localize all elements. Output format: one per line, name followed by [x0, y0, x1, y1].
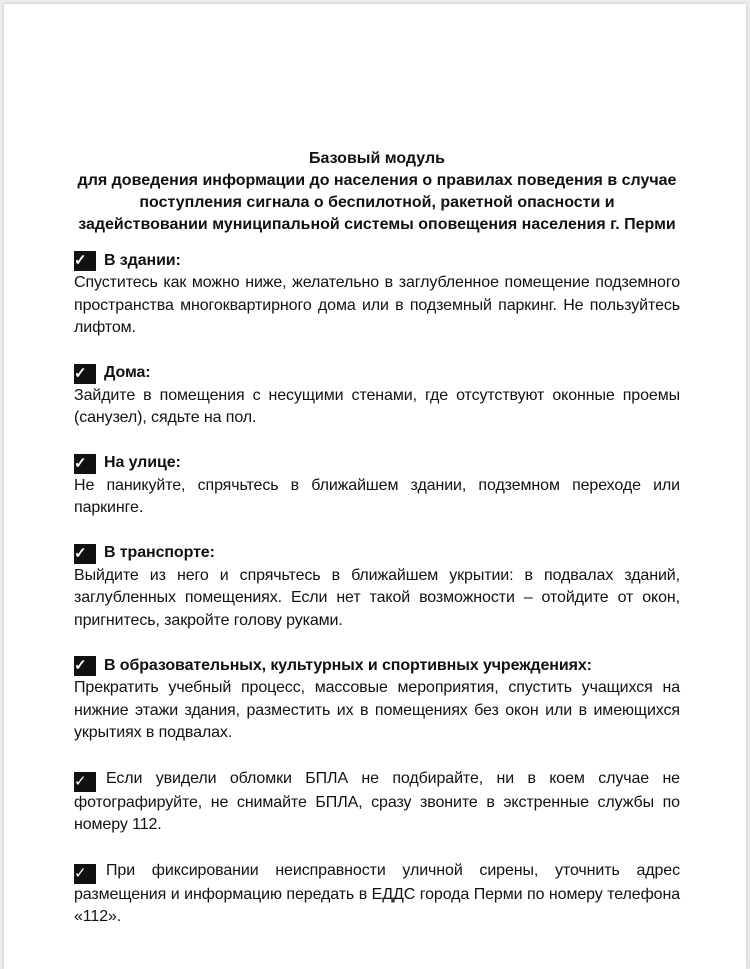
section-text: Не паникуйте, спрячьтесь в ближайшем здании, подземном переходе или паркинге.	[74, 476, 680, 516]
checkmark-icon: ✓	[74, 772, 96, 792]
checkmark-icon: ✓	[74, 364, 96, 384]
section-heading	[74, 250, 680, 272]
section-heading	[74, 453, 680, 475]
title-line-3: поступления сигнала о беспилотной, ракетной опасности и	[139, 194, 615, 211]
section-in-building	[74, 250, 680, 340]
checkmark-icon: ✓	[74, 544, 96, 564]
section-heading	[74, 543, 680, 565]
section-heading-label: Дома:	[104, 364, 151, 382]
section-heading-label: В транспорте:	[104, 544, 215, 562]
document-content	[74, 148, 680, 952]
checkmark-icon: ✓	[74, 454, 96, 474]
section-text: Прекратить учебный процесс, массовые мероприятия, спустить учащихся на нижние этажи здания, разместить их в помещениях без окон или в имеющихся укрытиях в подвалах.	[74, 679, 680, 741]
note-text: Если увидели обломки БПЛА не подбирайте, ни в коем случае не фотографируйте, не снимайте БПЛА, сразу звоните в экстренные службы по номеру 112.	[74, 769, 680, 833]
section-heading-label: В образовательных, культурных и спортивных учреждениях:	[104, 656, 592, 674]
note-paragraph	[74, 768, 680, 837]
section-text: Выйдите из него и спрячьтесь в ближайшем укрытии: в подвалах зданий, заглубленных помещениях. Если нет такой возможности – отойдите от окон, пригнитесь, закройте голову руками.	[74, 566, 680, 629]
section-heading	[74, 655, 680, 677]
section-heading-label: В здании:	[104, 251, 181, 269]
section-text: Зайдите в помещения с несущими стенами, где отсутствуют оконные проемы (санузел), сядьте на пол.	[74, 386, 680, 426]
checkmark-icon: ✓	[74, 251, 96, 271]
document-page	[4, 4, 746, 969]
note-paragraph	[74, 860, 680, 929]
section-at-home	[74, 363, 680, 430]
title-line-1: Базовый модуль	[309, 150, 445, 167]
note-drone-debris	[74, 768, 680, 837]
note-siren-malfunction	[74, 860, 680, 929]
title-line-2: для доведения информации до населения о правилах поведения в случае	[77, 172, 677, 189]
section-in-transport	[74, 543, 680, 633]
checkmark-icon: ✓	[74, 656, 96, 676]
title-line-4: задействовании муниципальной системы оповещения населения г. Перми	[78, 216, 676, 233]
section-institutions	[74, 655, 680, 745]
section-heading	[74, 363, 680, 385]
section-text: Спуститесь как можно ниже, желательно в заглубленное помещение подземного пространства многоквартирного дома или в подземный паркинг. Не пользуйтесь лифтом.	[74, 274, 680, 336]
checkmark-icon: ✓	[74, 864, 96, 884]
section-heading-label: На улице:	[104, 454, 181, 472]
section-outdoors	[74, 453, 680, 520]
document-title	[74, 148, 680, 236]
note-text: При фиксировании неисправности уличной сирены, уточнить адрес размещения и информацию передать в ЕДДС города Перми по номеру телефона «112».	[74, 861, 680, 925]
